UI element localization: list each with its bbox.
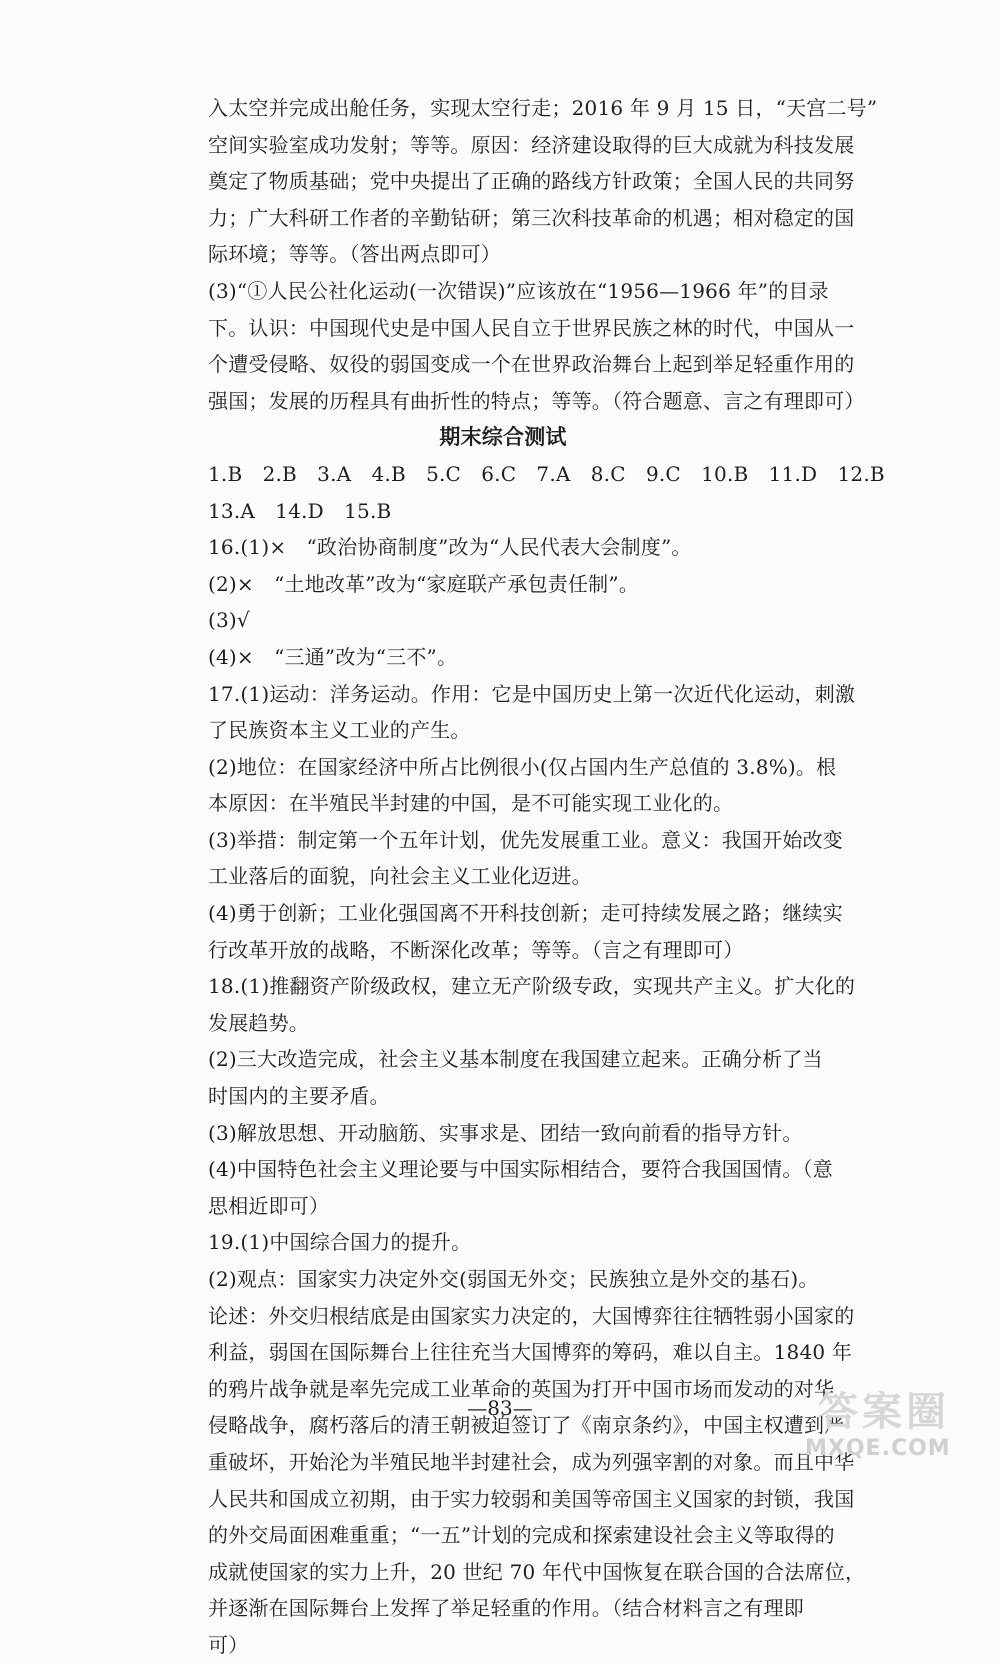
- answer-line: 时国内的主要矛盾。: [208, 1084, 390, 1109]
- answer-line: 了民族资本主义工业的产生。: [208, 718, 471, 743]
- answer-line: (2)地位：在国家经济中所占比例很小(仅占国内生产总值的 3.8%)。根: [208, 754, 837, 779]
- answer-line: (3)解放思想、开动脑筋、实事求是、团结一致向前看的指导方针。: [208, 1120, 803, 1145]
- answer-line: (4)勇于创新；工业化强国离不开科技创新；走可持续发展之路；继续实: [208, 901, 843, 926]
- text-line: 入太空并完成出舱任务，实现太空行走；2016 年 9 月 15 日，“天宫二号”: [208, 96, 878, 120]
- answer-line: (3)√: [208, 608, 250, 633]
- choice-answers-line: 13.A 14.D 15.B: [208, 498, 392, 523]
- answer-line: 论述：外交归根结底是由国家实力决定的，大国博弈往往牺牲弱小国家的: [208, 1303, 855, 1328]
- answer-line: 发展趋势。: [208, 1010, 309, 1035]
- answer-line: (2)× “土地改革”改为“家庭联产承包责任制”。: [208, 571, 639, 596]
- text-line: (3)“①人民公社化运动(一次错误)”应该放在“1956—1966 年”的目录: [208, 278, 829, 303]
- choice-answers-line: 1.B 2.B 3.A 4.B 5.C 6.C 7.A 8.C 9.C 10.B 11.D 12.B: [208, 461, 885, 486]
- answer-line: 思相近即可）: [208, 1193, 330, 1218]
- section-heading: 期末综合测试: [439, 425, 567, 450]
- text-line: 个遭受侵略、奴役的弱国变成一个在世界政治舞台上起到举足轻重作用的: [208, 352, 855, 377]
- answer-line: 行改革开放的战略，不断深化改革；等等。（言之有理即可）: [208, 937, 744, 962]
- answer-line: 的鸦片战争就是率先完成工业革命的英国为打开中国市场而发动的对华: [208, 1376, 835, 1401]
- answer-line: 19.(1)中国综合国力的提升。: [208, 1230, 472, 1255]
- answer-line: 侵略战争，腐朽落后的清王朝被迫签订了《南京条约》，中国主权遭到严: [208, 1413, 845, 1438]
- answer-line: 并逐渐在国际舞台上发挥了举足轻重的作用。（结合材料言之有理即: [208, 1596, 804, 1621]
- answer-line: 成就使国家的实力上升，20 世纪 70 年代中国恢复在联合国的合法席位，: [208, 1559, 866, 1584]
- answer-line: 利益，弱国在国际舞台上往往充当大国博弈的筹码，难以自主。1840 年: [208, 1340, 853, 1365]
- text-line: 力；广大科研工作者的辛勤钻研；第三次科技革命的机遇；相对稳定的国: [208, 205, 855, 230]
- answer-line: 的外交局面困难重重；“一五”计划的完成和探索建设社会主义等取得的: [208, 1523, 835, 1548]
- watermark-logo: [800, 1390, 990, 1465]
- answer-line: (2)三大改造完成，社会主义基本制度在我国建立起来。正确分析了当: [208, 1047, 823, 1072]
- answer-line: (2)观点：国家实力决定外交(弱国无外交；民族独立是外交的基石)。: [208, 1267, 819, 1291]
- answer-line: (3)举措：制定第一个五年计划，优先发展重工业。意义：我国开始改变: [208, 827, 843, 852]
- answer-line: 工业落后的面貌，向社会主义工业化迈进。: [208, 864, 592, 889]
- answer-line: 本原因：在半殖民半封建的中国，是不可能实现工业化的。: [208, 791, 734, 816]
- text-line: 际环境；等等。（答出两点即可）: [208, 242, 501, 267]
- watermark-url: MXQE.COM: [805, 1436, 951, 1461]
- answer-line: (4)× “三通”改为“三不”。: [208, 644, 458, 669]
- answer-line: 重破坏，开始沦为半殖民地半封建社会，成为列强宰割的对象。而且中华: [208, 1449, 855, 1474]
- page-number: —83—: [467, 1396, 533, 1420]
- text-line: 空间实验室成功发射；等等。原因：经济建设取得的巨大成就为科技发展: [208, 132, 855, 157]
- watermark-text: 答案圈: [818, 1389, 950, 1435]
- text-line: 下。认识：中国现代史是中国人民自立于世界民族之林的时代，中国从一: [208, 315, 855, 340]
- answer-line: 16.(1)× “政治协商制度”改为“人民代表大会制度”。: [208, 535, 692, 560]
- answer-line: 18.(1)推翻资产阶级政权，建立无产阶级专政，实现共产主义。扩大化的: [208, 974, 856, 999]
- answer-line: 人民共和国成立初期，由于实力较弱和美国等帝国主义国家的封锁，我国: [208, 1486, 855, 1511]
- text-line: 强国；发展的历程具有曲折性的特点；等等。（符合题意、言之有理即可）: [208, 388, 865, 413]
- answer-line: 可）: [208, 1632, 249, 1657]
- answer-line: (4)中国特色社会主义理论要与中国实际相结合，要符合我国国情。（意: [208, 1157, 833, 1182]
- text-line: 奠定了物质基础；党中央提出了正确的路线方针政策；全国人民的共同努: [208, 169, 855, 194]
- answer-line: 17.(1)运动：洋务运动。作用：它是中国历史上第一次近代化运动，刺激: [208, 681, 856, 706]
